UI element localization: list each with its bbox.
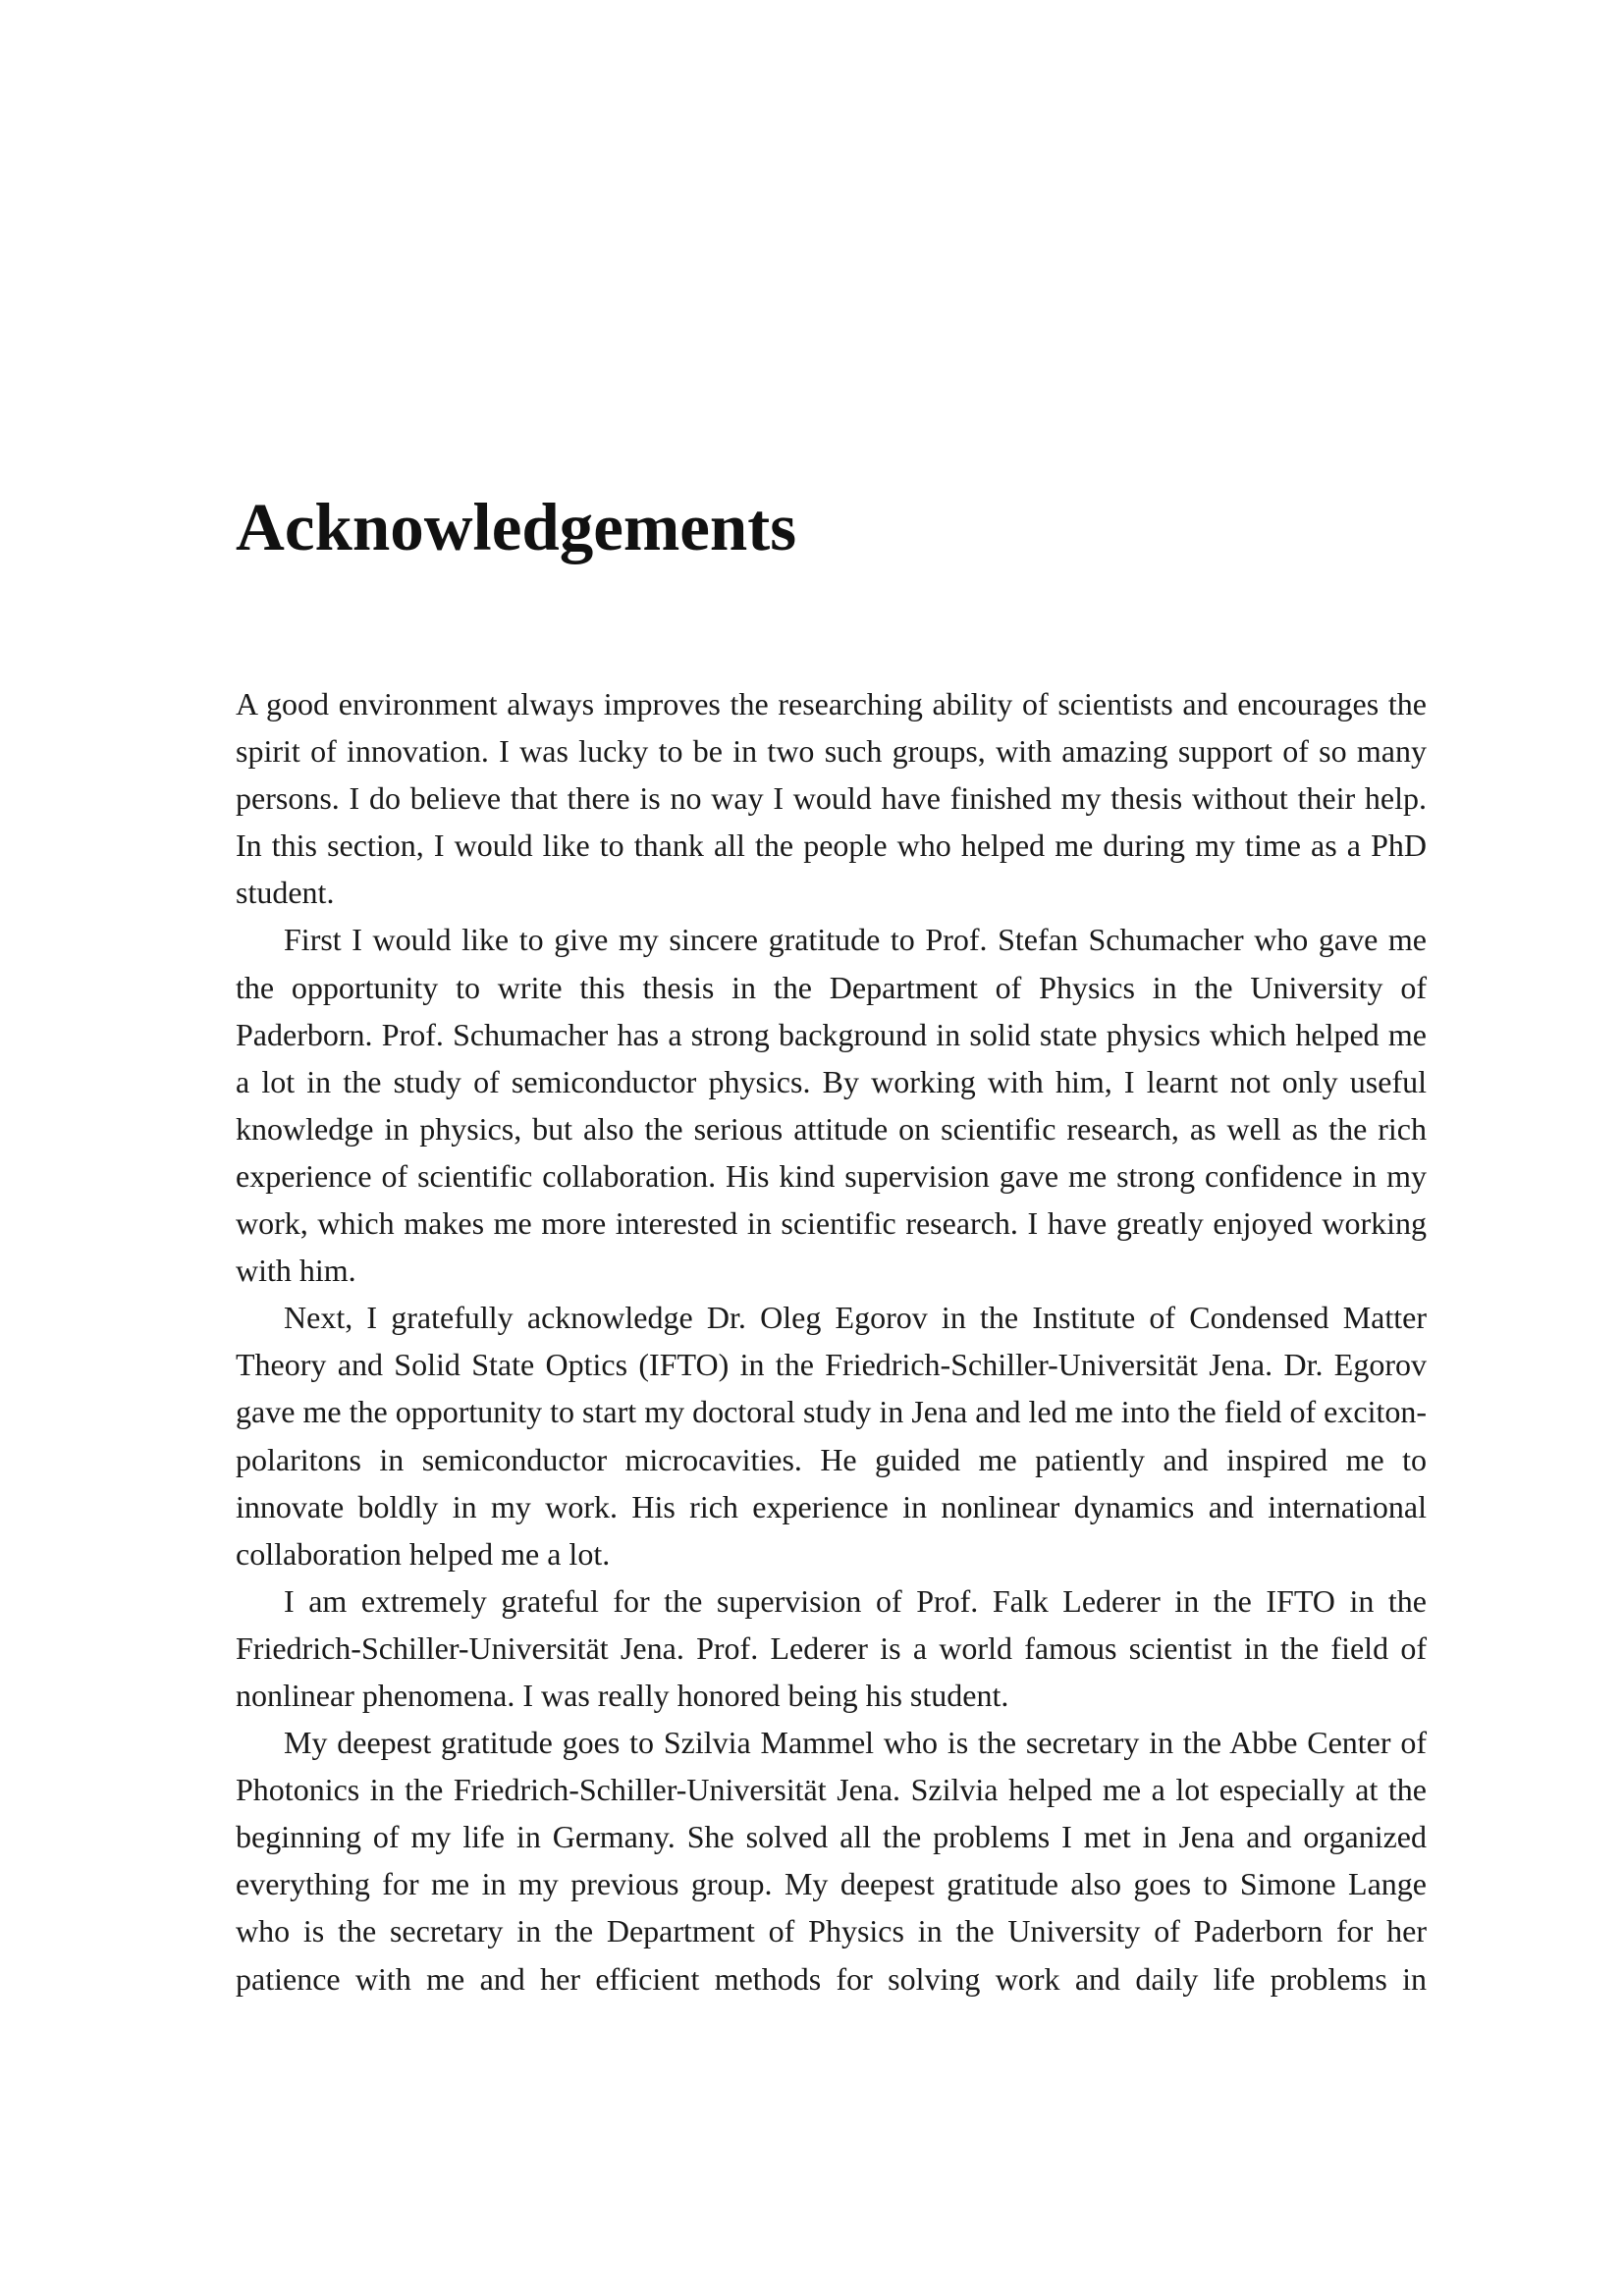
paragraph-schumacher: First I would like to give my sincere gratitude to Prof. Stefan Schumacher who gave me the opportunity to write this thesis in the Department of Physics in the University of Paderborn. Prof. Schumacher has a strong background in solid state physics which helped me a lot in the study of semiconductor physics. By working with him, I learnt not only useful knowledge in physics, but also the serious attitude on scientific research, as well as the rich experience of scientific collaboration. His kind supervision gave me strong confidence in my work, which makes me more interested in scientific research. I have greatly enjoyed working with him. [236,922,1427,1289]
chapter-title: Acknowledgements [236,490,797,564]
paragraph-lederer: I am extremely grateful for the supervision of Prof. Falk Lederer in the IFTO in the Friedrich-Schiller-Universität Jena. Prof. Lederer is a world famous scientist in the field of nonlinear phenomena. I was really honored being his student. [236,1582,1427,1713]
paragraph-secretaries: My deepest gratitude goes to Szilvia Mammel who is the secretary in the Abbe Center of Photonics in the Friedrich-Schiller-Universität Jena. Szilvia helped me a lot especially at the beginning of my life in Germany. She solved all the problems I met in Jena and organized everything for me in my previous group. My deepest gratitude also goes to Simone Lange who is the secretary in the Department of Physics in the University of Paderborn for her patience with me and her efficient methods for solving work and daily life problems in [236,1725,1427,1997]
paragraph-egorov: Next, I gratefully acknowledge Dr. Oleg Egorov in the Institute of Condensed Matter Theory and Solid State Optics (IFTO) in the Friedrich-Schiller-Universität Jena. Dr. Egorov gave me the opportunity to start my doctoral study in Jena and led me into the field of exciton-polaritons in semiconductor microcavities. He guided me patiently and inspired me to innovate boldly in my work. His rich experience in nonlinear dynamics and international collaboration helped me a lot. [236,1300,1427,1572]
paragraph-intro: A good environment always improves the researching ability of scientists and encourages the spirit of innovation. I was lucky to be in two such groups, with amazing support of so many persons. I do believe that there is no way I would have finished my thesis without their help. In this section, I would like to thank all the people who helped me during my time as a PhD student. [236,686,1427,911]
body-text [236,680,1427,2002]
